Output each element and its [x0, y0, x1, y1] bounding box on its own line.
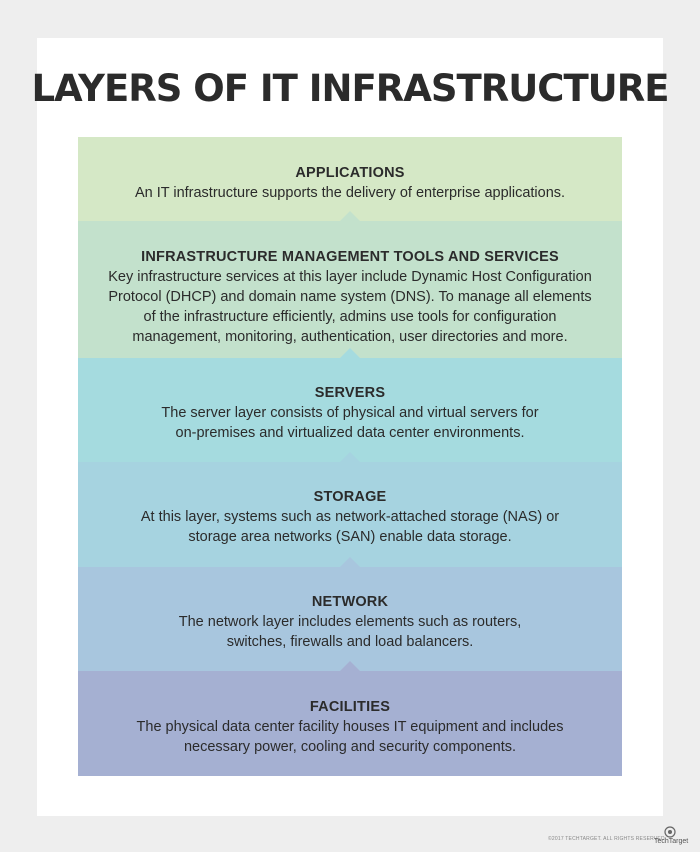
layer-arrow-shape [340, 661, 360, 671]
layer-arrow-shape [340, 211, 360, 221]
layer-network [78, 567, 622, 671]
layer-arrow-icon [340, 452, 360, 462]
layer-name: STORAGE [313, 489, 387, 505]
layer-stack [78, 137, 622, 776]
layer-description: The server layer consists of physical and virtual servers for on-premises and virtualized data center environments. [161, 405, 539, 441]
layer-description: At this layer, systems such as network-attached storage (NAS) or storage area networks (SAN) enable data storage. [140, 509, 560, 545]
layer-name: APPLICATIONS [295, 165, 405, 181]
layer-arrow-icon [340, 348, 360, 358]
layer-facilities [78, 671, 622, 776]
layer-applications [78, 137, 622, 221]
layer-arrow-icon [340, 661, 360, 671]
layer-description: Key infrastructure services at this layer include Dynamic Host Configuration Protocol (DHCP) and domain name system (DNS). To manage all elements of the infrastructure efficiently, admins use tools for configuration management, monitoring, authentication, user directories and more. [108, 269, 592, 345]
layer-description: The physical data center facility houses IT equipment and includes necessary power, cooling and security components. [136, 719, 564, 755]
copyright-notice: ©2017 TECHTARGET. ALL RIGHTS RESERVED [548, 836, 665, 842]
layer-arrow-icon [340, 211, 360, 221]
logo-wordmark: TechTarget [654, 838, 689, 845]
layer-storage [78, 462, 622, 567]
layer-name: FACILITIES [309, 699, 391, 715]
layer-name: SERVERS [314, 385, 386, 401]
layer-management [78, 221, 622, 358]
layer-arrow-shape [340, 348, 360, 358]
layer-arrow-shape [340, 557, 360, 567]
layer-name: NETWORK [311, 594, 389, 610]
layer-description: An IT infrastructure supports the delivery of enterprise applications. [134, 185, 566, 201]
page-title: LAYERS OF IT INFRASTRUCTURE [31, 67, 669, 110]
layer-description: The network layer includes elements such as routers, switches, firewalls and load balancers. [178, 614, 522, 650]
techtarget-logo-icon [664, 826, 676, 838]
layer-arrow-shape [340, 452, 360, 462]
layer-servers [78, 358, 622, 462]
layer-name: INFRASTRUCTURE MANAGEMENT TOOLS AND SERVICES [141, 249, 559, 265]
techtarget-logo [654, 826, 694, 848]
layer-arrow-icon [340, 557, 360, 567]
